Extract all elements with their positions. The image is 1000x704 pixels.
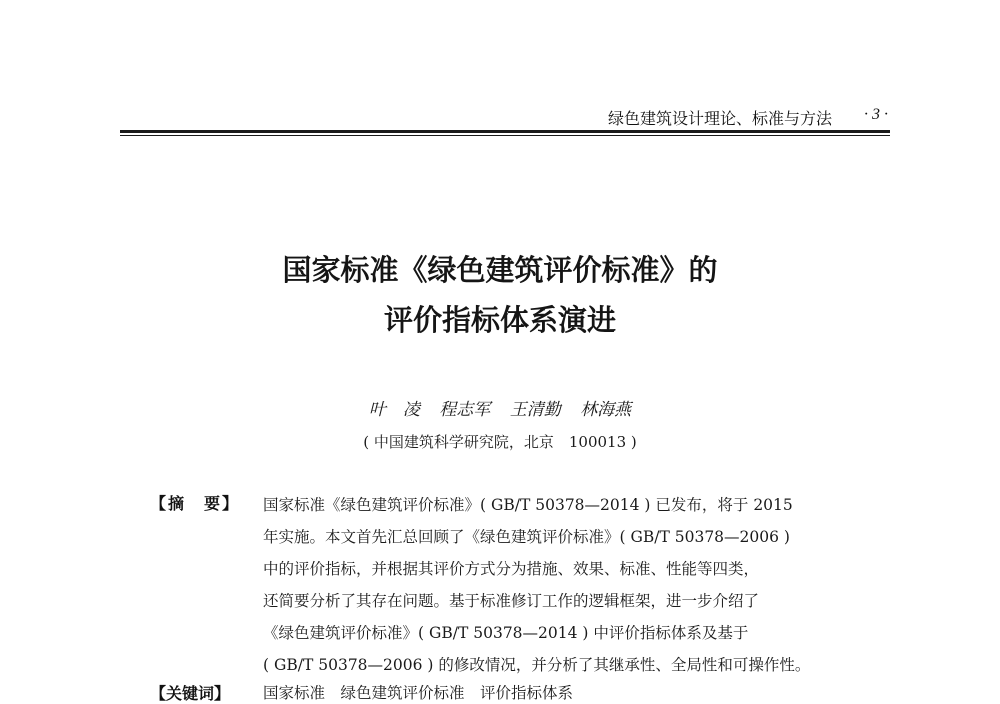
author-affiliation: ( 中国建筑科学研究院，北京 100013 ) [363, 433, 637, 451]
header-rule-thin [120, 135, 890, 136]
keywords-label: 【关键词】 [150, 684, 231, 703]
author-name: 林海燕 [580, 400, 632, 420]
abstract-line: 还简要分析了其存在问题。基于标准修订工作的逻辑框架，进一步介绍了 [263, 592, 760, 610]
header-rule [120, 130, 890, 133]
author-name: 王清勤 [509, 400, 561, 420]
abstract-line: ( GB/T 50378—2006 ) 的修改情况，并分析了其继承性、全局性和可操作性。 [263, 656, 811, 674]
keywords-text: 国家标准 绿色建筑评价标准 评价指标体系 [263, 684, 574, 702]
page-number: · 3 · [864, 106, 888, 123]
running-title: 绿色建筑设计理论、标准与方法 [607, 109, 832, 128]
author-name: 叶 凌 [368, 400, 420, 420]
abstract-line: 《绿色建筑评价标准》( GB/T 50378—2014 ) 中评价指标体系及基于 [263, 624, 749, 642]
paper-title-line-1: 国家标准《绿色建筑评价标准》的 [282, 253, 718, 287]
author-name: 程志军 [439, 400, 491, 420]
abstract-line: 年实施。本文首先汇总回顾了《绿色建筑评价标准》( GB/T 50378—2006 ) [263, 528, 790, 546]
author-list [0, 395, 1000, 420]
abstract-label: 【摘 要】 [150, 494, 241, 513]
running-header [120, 102, 890, 132]
abstract-line: 国家标准《绿色建筑评价标准》( GB/T 50378—2014 ) 已发布，将于 2015 [263, 496, 793, 514]
abstract-line: 中的评价指标，并根据其评价方式分为措施、效果、标准、性能等四类， [263, 560, 760, 578]
abstract-body [263, 489, 861, 681]
paper-title-line-2: 评价指标体系演进 [383, 303, 616, 337]
